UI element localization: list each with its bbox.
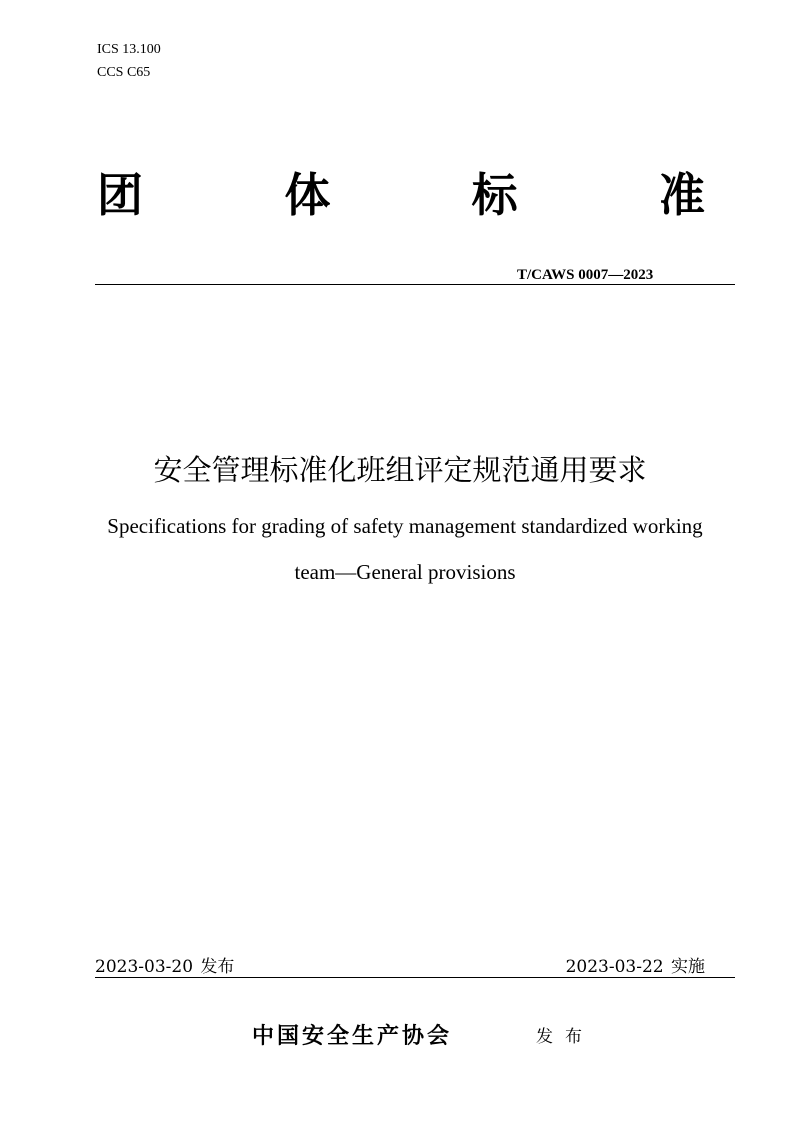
issuer-name: 中国安全生产协会 bbox=[252, 1023, 453, 1049]
title-chinese: 安全管理标准化班组评定规范通用要求 bbox=[153, 453, 647, 487]
implement-date: 2023-03-22 bbox=[565, 957, 664, 977]
publish-label: 发布 bbox=[200, 957, 235, 977]
title-english-line-2: team—General provisions bbox=[294, 560, 516, 584]
header-divider bbox=[95, 284, 735, 285]
standard-type-heading bbox=[97, 165, 705, 225]
footer-divider bbox=[95, 977, 735, 978]
title-english-line-1: Specifications for grading of safety management standardized working bbox=[107, 514, 703, 538]
ccs-code: CCS C65 bbox=[97, 65, 151, 80]
standard-type-char: 标 bbox=[471, 168, 518, 222]
standard-type-char: 团 bbox=[97, 168, 143, 222]
standard-number: T/CAWS 0007—2023 bbox=[517, 267, 654, 283]
standard-type-char: 体 bbox=[284, 168, 331, 222]
publish-date: 2023-03-20 bbox=[95, 957, 194, 977]
implement-date-line bbox=[566, 956, 705, 978]
standard-type-char: 准 bbox=[658, 168, 705, 222]
publish-date-line bbox=[95, 956, 234, 978]
issuer-action: 发布 bbox=[536, 1027, 594, 1047]
ics-code: ICS 13.100 bbox=[97, 42, 161, 57]
implement-label: 实施 bbox=[671, 957, 705, 977]
